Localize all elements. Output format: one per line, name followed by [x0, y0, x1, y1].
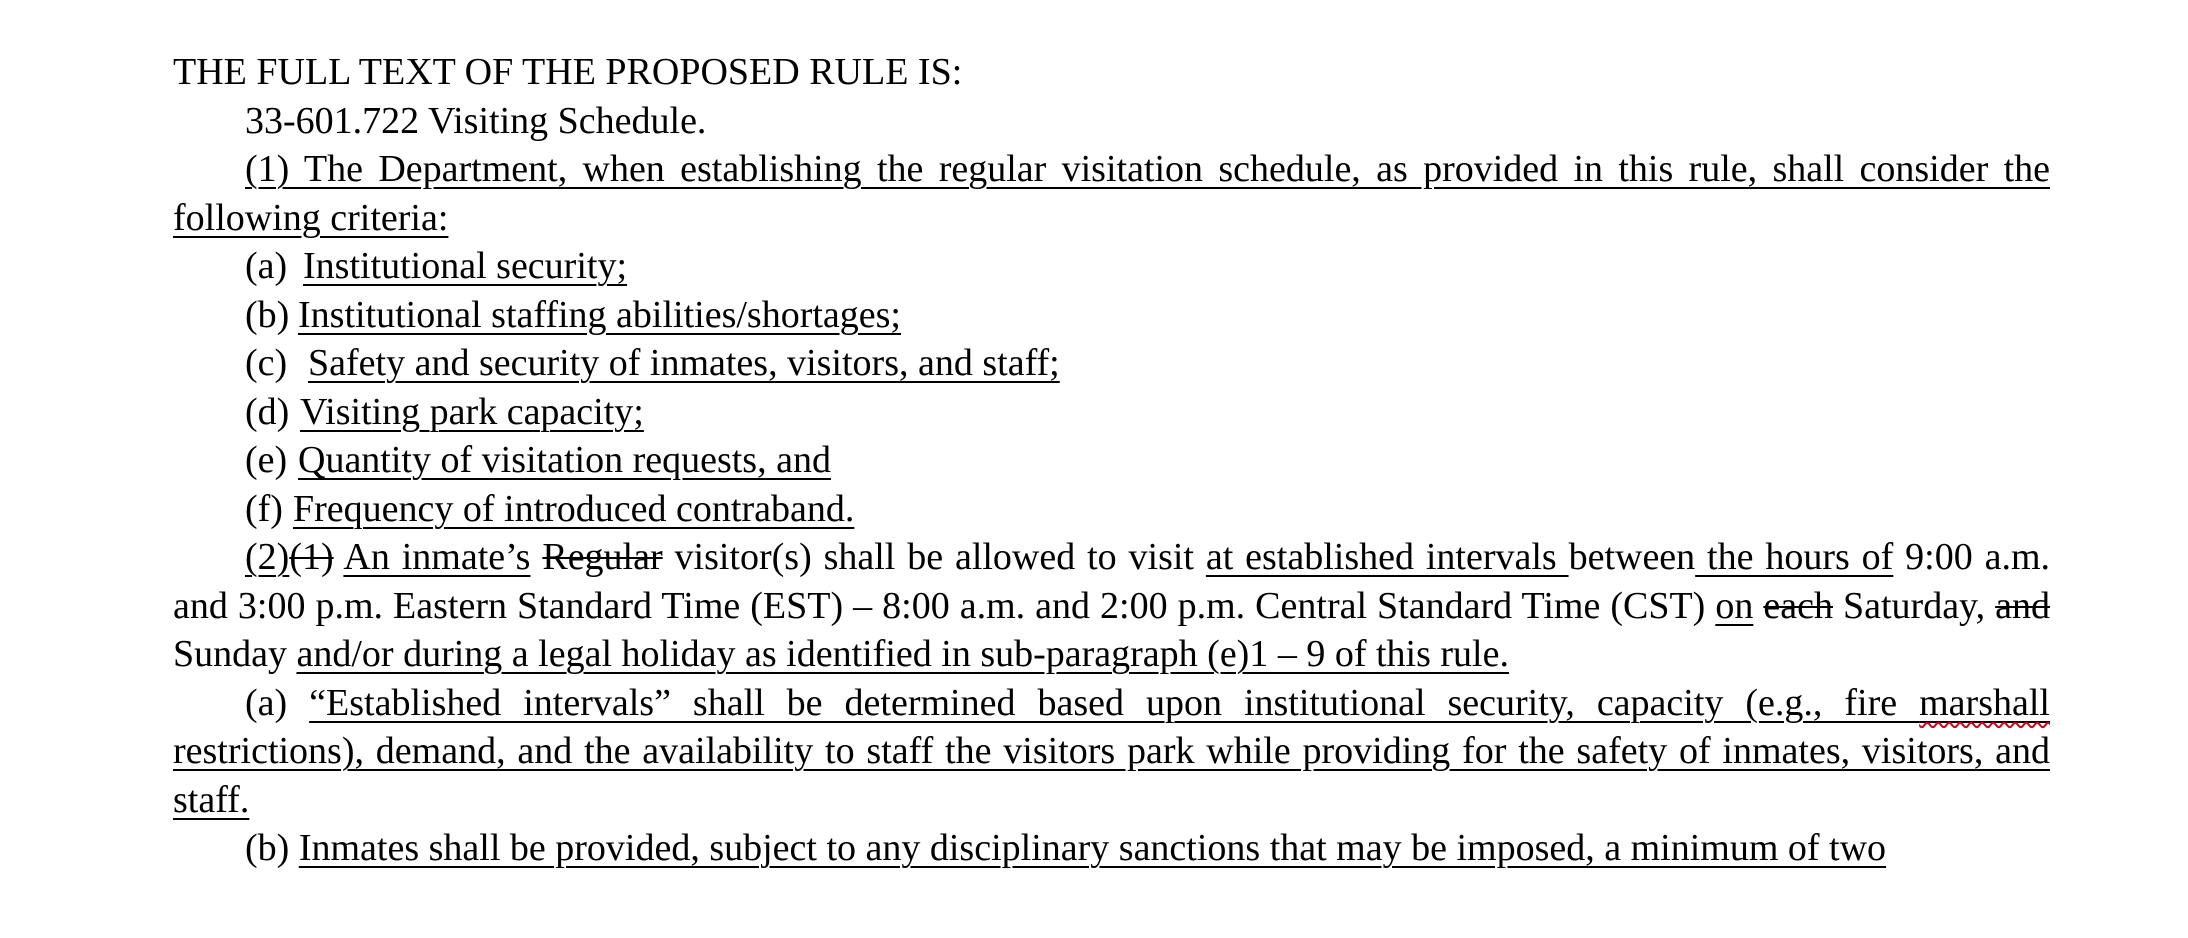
rule-title	[173, 97, 2050, 146]
deleted-text: each	[1763, 584, 1833, 627]
plain-text	[334, 536, 344, 578]
sub-label: (a)	[245, 681, 310, 724]
inserted-text: “Established intervals” shall be determined based upon institutional security, capacity (e.g., fire	[309, 681, 1920, 724]
criteria-item-f	[173, 485, 2050, 534]
plain-text: visitor(s) shall be allowed to visit	[662, 536, 1206, 578]
criteria-label: (a)	[245, 245, 288, 287]
plain-text: 9:00 a.m. and 3:00 p.m. Eastern Standard Time (EST) – 8:00 a.m. and 2:00 p.m. Central Standard Time (CST)	[173, 536, 2051, 627]
criteria-label: (c)	[245, 342, 288, 384]
inserted-text: restrictions), demand, and the availability to staff the visitors park while providing for the safety of inmates, visitors, and staff.	[173, 730, 2050, 821]
criteria-item-c	[173, 339, 2050, 388]
deleted-text: and	[1995, 584, 2050, 627]
inserted-text: on	[1715, 584, 1754, 627]
heading-text: THE FULL TEXT OF THE PROPOSED RULE IS:	[173, 51, 963, 93]
plain-text: between	[1568, 536, 1696, 578]
inserted-number: (2)	[245, 536, 290, 578]
rule-title-text: 33-601.722 Visiting Schedule.	[245, 99, 707, 142]
inserted-text: and/or during a legal holiday as identified in sub-paragraph (e)1 – 9 of this rule.	[296, 633, 1509, 675]
criteria-item-d	[173, 388, 2050, 437]
spelling-error-word[interactable]: marshall	[1919, 681, 2050, 724]
deleted-text: Regular	[542, 536, 663, 578]
deleted-number: (1)	[289, 536, 334, 578]
criteria-item-b	[173, 291, 2050, 340]
criteria-label: (d)	[245, 390, 290, 433]
criteria-item-a	[173, 242, 2050, 291]
inserted-text: Institutional security;	[303, 245, 628, 287]
plain-text	[1753, 585, 1763, 627]
document-page	[173, 48, 2050, 873]
inserted-text: at established intervals	[1205, 536, 1569, 578]
inserted-text: An inmate’s	[343, 536, 531, 578]
inserted-text: Inmates shall be provided, subject to any disciplinary sanctions that may be imposed, a minimum of two	[298, 827, 1887, 869]
inserted-text: Institutional staffing abilities/shortages;	[298, 293, 901, 336]
inserted-text: Visiting park capacity;	[300, 390, 644, 433]
paragraph-2b	[173, 824, 2050, 873]
inserted-text: (1) The Department, when establishing the regular visitation schedule, as provided in this rule, shall consider the following criteria:	[173, 148, 2050, 239]
plain-text	[530, 536, 542, 578]
inserted-text	[1919, 682, 2050, 724]
criteria-label: (e)	[245, 439, 288, 481]
inserted-text: Frequency of introduced contraband.	[293, 487, 855, 530]
criteria-label: (b)	[245, 293, 290, 336]
inserted-text: Safety and security of inmates, visitors, and staff;	[308, 342, 1060, 384]
inserted-text: Quantity of visitation requests, and	[298, 439, 831, 481]
plain-text: Sunday	[173, 633, 297, 675]
paragraph-2a	[173, 679, 2050, 825]
paragraph-1	[173, 145, 2050, 242]
paragraph-2	[173, 533, 2050, 679]
inserted-text: the hours of	[1695, 536, 1894, 578]
plain-text: Saturday,	[1832, 584, 1996, 627]
criteria-item-e	[173, 436, 2050, 485]
heading	[173, 48, 2050, 97]
sub-label: (b)	[245, 827, 299, 869]
criteria-label: (f)	[245, 487, 283, 530]
